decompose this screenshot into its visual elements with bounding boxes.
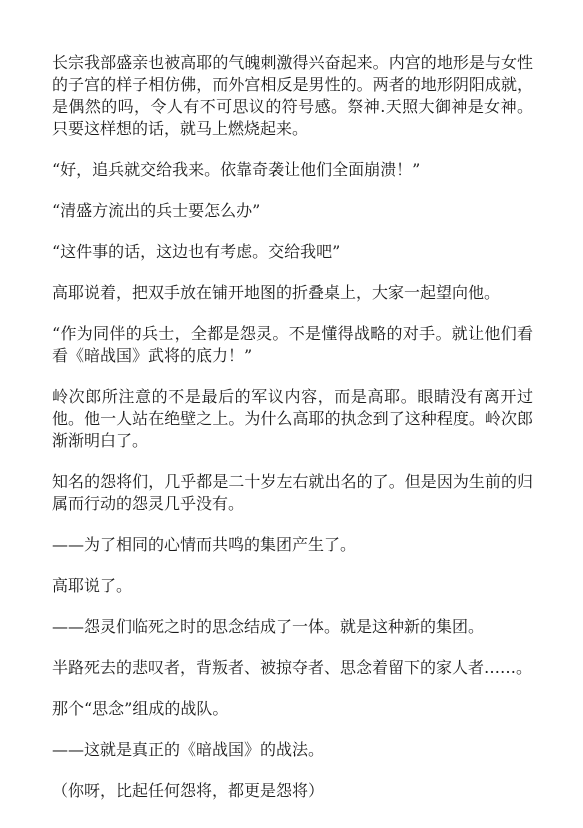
- paragraph-12: 半路死去的悲叹者，背叛者、被掠夺者、思念着留下的家人者……。: [52, 658, 533, 677]
- paragraph-10: 高耶说了。: [52, 576, 133, 595]
- paragraph-13: 那个“思念”组成的战队。: [52, 699, 229, 718]
- paragraph-14: ——这就是真正的《暗战国》的战法。: [52, 740, 325, 759]
- paragraph-4: “这件事的话，这边也有考虑。交给我吧”: [52, 242, 341, 261]
- paragraph-15: （你呀，比起任何怨将，都更是怨将）: [52, 781, 325, 800]
- paragraph-2: “好，追兵就交给我来。依靠奇袭让他们全面崩溃！”: [52, 160, 421, 179]
- paragraph-7: 岭次郎所注意的不是最后的军议内容，而是高耶。眼睛没有离开过他。他一人站在绝壁之上。为什么高耶的执念到了这种程度。岭次郎渐渐明白了。: [52, 387, 533, 450]
- paragraph-5: 高耶说着，把双手放在铺开地图的折叠桌上，大家一起望向他。: [52, 283, 501, 302]
- paragraph-8: 知名的怨将们，几乎都是二十岁左右就出名的了。但是因为生前的归属而行动的怨灵几乎没有。: [52, 472, 533, 513]
- paragraph-11: ——怨灵们临死之时的思念结成了一体。就是这种新的集团。: [52, 617, 485, 636]
- paragraph-6: “作为同伴的兵士，全都是怨灵。不是懂得战略的对手。就让他们看看《暗战国》武将的底力！”: [52, 324, 533, 365]
- paragraph-1: 长宗我部盛亲也被高耶的气魄刺激得兴奋起来。内宫的地形是与女性的子宫的样子相仿佛，而外宫相反是男性的。两者的地形阴阳成就，是偶然的吗，令人有不可思议的符号感。祭神.天照大御神是女神。只要这样想的话，就马上燃烧起来。: [52, 53, 533, 138]
- paragraph-3: “清盛方流出的兵士要怎么办”: [52, 201, 261, 220]
- paragraph-9: ——为了相同的心情而共鸣的集团产生了。: [52, 535, 357, 554]
